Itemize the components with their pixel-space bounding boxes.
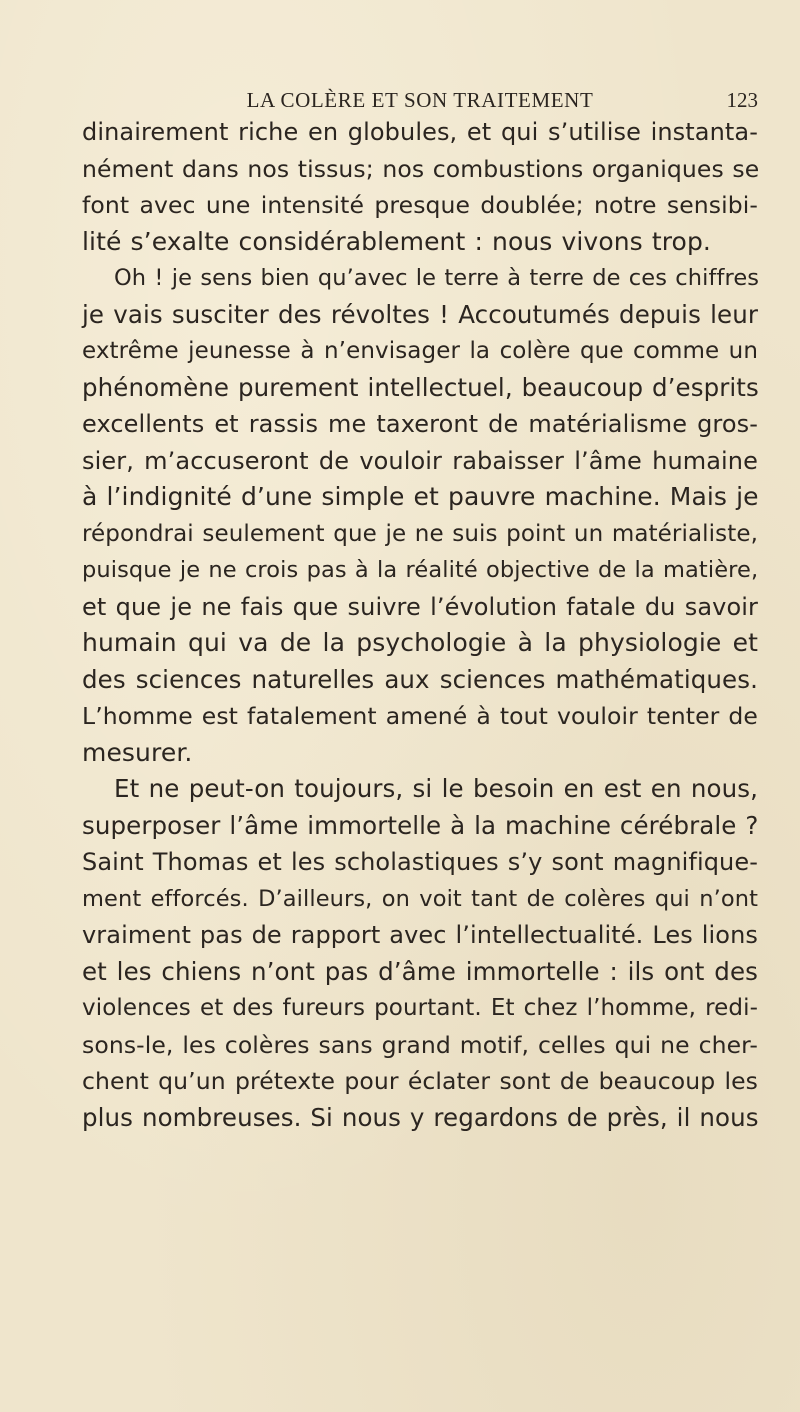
text-line: violences et des fureurs pourtant. Et chez l’homme, redi-	[82, 995, 758, 1021]
text-line: ment efforcés. D’ailleurs, on voit tant de colères qui n’ont	[82, 885, 758, 912]
text-line: Oh ! je sens bien qu’avec le terre à terre de ces chiffres	[114, 265, 760, 291]
paragraph-3	[82, 771, 758, 1136]
text-line: des sciences naturelles aux sciences mathématiques.	[82, 664, 758, 694]
text-line: mesurer.	[82, 737, 193, 767]
text-line: répondrai seulement que je ne suis point un matérialiste,	[82, 520, 758, 547]
text-line: excellents et rassis me taxeront de matérialisme gros-	[82, 410, 758, 438]
running-head	[82, 88, 758, 116]
text-line: L’homme est fatalement amené à tout vouloir tenter de	[82, 702, 758, 730]
text-line: vraiment pas de rapport avec l’intellectualité. Les lions	[82, 921, 758, 949]
text-line: puisque je ne crois pas à la réalité objective de la matière,	[82, 557, 759, 583]
paragraph-1	[82, 114, 758, 260]
text-line: plus nombreuses. Si nous y regardons de près, il nous	[82, 1102, 759, 1132]
running-title: LA COLÈRE ET SON TRAITEMENT	[246, 88, 594, 112]
text-line: sier, m’accuseront de vouloir rabaisser l’âme humaine	[82, 446, 758, 475]
text-line: extrême jeunesse à n’envisager la colère que comme un	[82, 338, 758, 364]
text-line: et les chiens n’ont pas d’âme immortelle : ils ont des	[82, 956, 758, 986]
text-line: humain qui va de la psychologie à la physiologie et	[82, 628, 758, 657]
text-line: phénomène purement intellectuel, beaucoup d’esprits	[82, 372, 759, 402]
text-line: Saint Thomas et les scholastiques s’y sont magnifique-	[82, 848, 758, 876]
text-line: lité s’exalte considérablement : nous vivons trop.	[82, 226, 711, 256]
text-line: font avec une intensité presque doublée; notre sensibi-	[82, 191, 758, 219]
text-line: superposer l’âme immortelle à la machine cérébrale ?	[82, 810, 759, 840]
text-line: à l’indignité d’une simple et pauvre machine. Mais je	[82, 482, 759, 511]
text-line: Et ne peut-on toujours, si le besoin en est en nous,	[114, 774, 758, 803]
body-text	[82, 114, 758, 1136]
text-line: et que je ne fais que suivre l’évolution fatale du savoir	[82, 592, 758, 621]
text-line: sons-le, les colères sans grand motif, celles qui ne cher-	[82, 1030, 758, 1059]
text-line: dinairement riche en globules, et qui s’utilise instanta-	[82, 118, 758, 146]
page-number: 123	[726, 88, 758, 112]
text-line: nément dans nos tissus; nos combustions organiques se	[82, 154, 760, 183]
paragraph-2	[82, 260, 758, 771]
text-line: je vais susciter des révoltes ! Accoutumés depuis leur	[82, 299, 758, 329]
text-line: chent qu’un prétexte pour éclater sont de beaucoup les	[82, 1067, 758, 1095]
